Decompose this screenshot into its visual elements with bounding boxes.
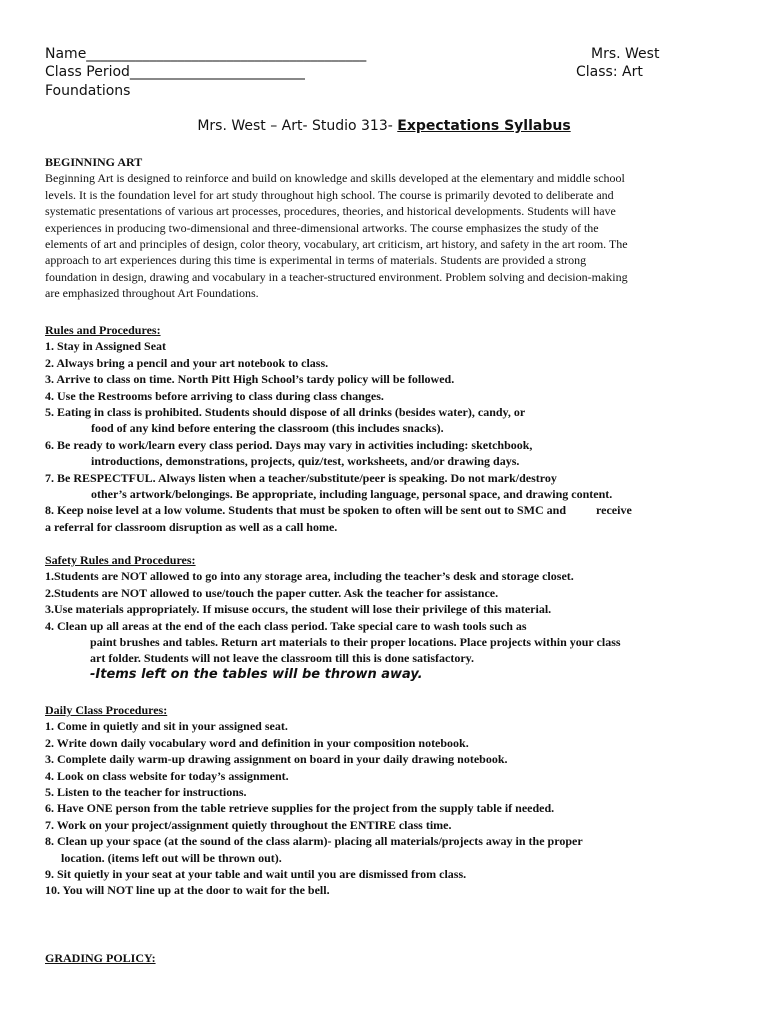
rule-item: 5. Eating in class is prohibited. Students should dispose of all drinks (besides water), candy, or xyxy=(45,405,526,420)
daily-item: 9. Sit quietly in your seat at your table and wait until you are dismissed from class. xyxy=(45,867,467,882)
daily-item: 1. Come in quietly and sit in your assigned seat. xyxy=(45,719,288,734)
title-prefix: Mrs. West – Art- Studio 313- xyxy=(197,118,393,134)
paragraph-line: levels. It is the foundation level for art study throughout high school. The course is primarily devoted to deliberate and xyxy=(45,187,614,202)
rule-item: 1. Stay in Assigned Seat xyxy=(45,339,167,354)
daily-item: 10. You will NOT line up at the door to wait for the bell. xyxy=(45,883,330,898)
daily-item: 3. Complete daily warm-up drawing assignment on board in your daily drawing notebook. xyxy=(45,752,508,767)
paragraph-line: approach to art experiences during this time is experimental in terms of materials. Students are provided a strong xyxy=(45,253,587,268)
beginning-art-section xyxy=(45,154,725,302)
class-label: Class: Art xyxy=(576,64,643,80)
safety-item: 1.Students are NOT allowed to go into any storage area, including the teacher’s desk and storage closet. xyxy=(45,569,574,584)
safety-section xyxy=(45,552,725,683)
daily-item: 5. Listen to the teacher for instructions. xyxy=(45,785,247,800)
daily-item: 2. Write down daily vocabulary word and definition in your composition notebook. xyxy=(45,735,469,750)
title-bold: Expectations Syllabus xyxy=(397,118,571,134)
thrown-away-note: -Items left on the tables will be thrown away. xyxy=(90,666,423,682)
rule-item: 3. Arrive to class on time. North Pitt High School’s tardy policy will be followed. xyxy=(45,372,455,387)
daily-item: 6. Have ONE person from the table retrieve supplies for the project from the supply table if needed. xyxy=(45,801,555,816)
daily-item: 8. Clean up your space (at the sound of the class alarm)- placing all materials/projects away in the proper xyxy=(45,834,583,849)
daily-item: 7. Work on your project/assignment quietly throughout the ENTIRE class time. xyxy=(45,817,452,832)
paragraph-line: experiences in producing two-dimensional and three-dimensional artworks. The course emphasizes the study of the xyxy=(45,220,599,235)
safety-item-continued: art folder. Students will not leave the classroom till this is done satisfactory. xyxy=(90,651,474,666)
rule-item: 4. Use the Restrooms before arriving to class during class changes. xyxy=(45,388,384,403)
paragraph-line: Beginning Art is designed to reinforce and build on knowledge and skills developed at the elementary and middle school xyxy=(45,171,625,186)
teacher-name: Mrs. West xyxy=(591,46,660,62)
rule-item: 7. Be RESPECTFUL. Always listen when a teacher/substitute/peer is speaking. Do not mark/destroy xyxy=(45,470,557,485)
daily-item-continued: location. (items left out will be thrown out). xyxy=(61,850,282,865)
grading-heading: GRADING POLICY: xyxy=(45,951,156,965)
rule-item: 2. Always bring a pencil and your art notebook to class. xyxy=(45,355,329,370)
daily-item: 4. Look on class website for today’s assignment. xyxy=(45,768,289,783)
rules-section xyxy=(45,322,725,535)
beginning-art-heading: BEGINNING ART xyxy=(45,155,143,169)
name-line: Name________________________________________ xyxy=(45,46,367,62)
daily-procedures-section xyxy=(45,702,725,899)
safety-heading: Safety Rules and Procedures: xyxy=(45,553,196,567)
paragraph-line: foundation in design, drawing and vocabulary in a teacher-structured environment. Problem solving and decision-making xyxy=(45,269,628,284)
rules-heading: Rules and Procedures: xyxy=(45,323,161,337)
foundations-label: Foundations xyxy=(45,83,131,99)
safety-item-continued: paint brushes and tables. Return art materials to their proper locations. Place projects within your class xyxy=(90,635,621,650)
rule-item-continued: introductions, demonstrations, projects, quiz/test, worksheets, and/or drawing days. xyxy=(91,454,520,469)
document-title xyxy=(0,118,768,134)
safety-item: 4. Clean up all areas at the end of the each class period. Take special care to wash tools such as xyxy=(45,618,527,633)
paragraph-line: are emphasized throughout Art Foundations. xyxy=(45,286,259,301)
class-period-line: Class Period_________________________ xyxy=(45,64,305,80)
daily-heading: Daily Class Procedures: xyxy=(45,703,168,717)
rule-item: 6. Be ready to work/learn every class period. Days may vary in activities including: sketchbook, xyxy=(45,437,533,452)
rule-item-continued: other’s artwork/belongings. Be appropriate, including language, personal space, and drawing content. xyxy=(91,487,613,502)
rule-item-continued: a referral for classroom disruption as well as a call home. xyxy=(45,519,338,534)
rule-item: 8. Keep noise level at a low volume. Students that must be spoken to often will be sent out to SMC and receive xyxy=(45,503,632,518)
safety-item: 2.Students are NOT allowed to use/touch the paper cutter. Ask the teacher for assistance. xyxy=(45,585,499,600)
paragraph-line: elements of art and principles of design, color theory, vocabulary, art criticism, art history, and safety in the art room. The xyxy=(45,237,628,252)
safety-item: 3.Use materials appropriately. If misuse occurs, the student will lose their privilege of this material. xyxy=(45,602,552,617)
paragraph-line: systematic presentations of various art processes, procedures, theories, and historical developments. Students will have xyxy=(45,204,616,219)
grading-section xyxy=(45,950,725,966)
rule-item-continued: food of any kind before entering the classroom (this includes snacks). xyxy=(91,421,444,436)
